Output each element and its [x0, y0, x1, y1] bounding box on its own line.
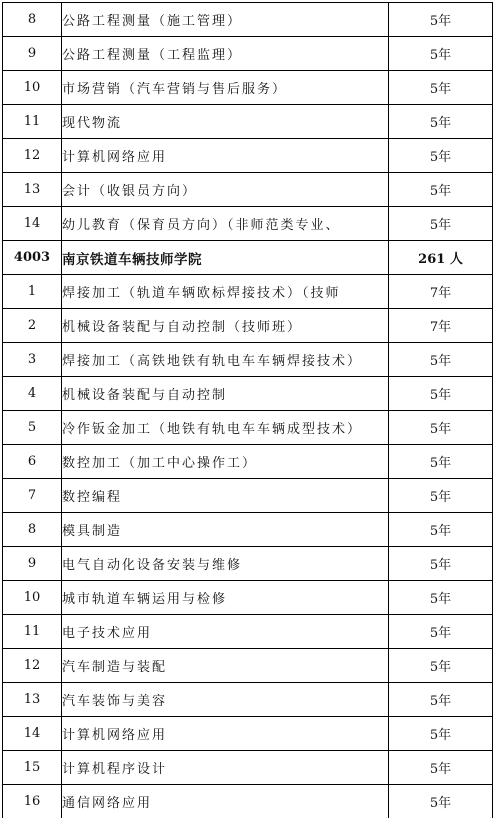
duration-cell: 5年: [389, 343, 493, 377]
major-name-cell: 数控加工（加工中心操作工）: [62, 445, 389, 479]
duration-cell: 5年: [389, 683, 493, 717]
duration-cell: 5年: [389, 71, 493, 105]
major-name-cell: 会计（收银员方向）: [62, 173, 389, 207]
major-name-cell: 汽车制造与装配: [62, 649, 389, 683]
major-name-cell: 幼儿教育（保育员方向）（非师范类专业、: [62, 207, 389, 241]
table-row: [3, 683, 493, 717]
table-row: [3, 377, 493, 411]
table-row: [3, 785, 493, 818]
table-row: [3, 649, 493, 683]
table-row: [3, 581, 493, 615]
row-number-cell: 5: [3, 411, 62, 445]
duration-cell: 5年: [389, 105, 493, 139]
duration-cell: 5年: [389, 377, 493, 411]
major-name-cell: 模具制造: [62, 513, 389, 547]
row-number-cell: 11: [3, 105, 62, 139]
major-name-cell: 焊接加工（轨道车辆欧标焊接技术）（技师: [62, 275, 389, 309]
row-number-cell: 8: [3, 513, 62, 547]
major-name-cell: 电气自动化设备安装与维修: [62, 547, 389, 581]
table-row: [3, 3, 493, 37]
major-name-cell: 城市轨道车辆运用与检修: [62, 581, 389, 615]
table-row: [3, 207, 493, 241]
major-name-cell: 计算机网络应用: [62, 139, 389, 173]
row-number-cell: 2: [3, 309, 62, 343]
duration-cell: 5年: [389, 37, 493, 71]
row-number-cell: 13: [3, 683, 62, 717]
major-name-cell: 机械设备装配与自动控制: [62, 377, 389, 411]
major-name-cell: 公路工程测量（工程监理）: [62, 37, 389, 71]
row-number-cell: 14: [3, 717, 62, 751]
major-name-cell: 电子技术应用: [62, 615, 389, 649]
major-name-cell: 计算机网络应用: [62, 717, 389, 751]
school-header-row: [3, 241, 493, 275]
row-number-cell: 4: [3, 377, 62, 411]
duration-cell: 5年: [389, 615, 493, 649]
table-row: [3, 445, 493, 479]
row-number-cell: 11: [3, 615, 62, 649]
row-number-cell: 8: [3, 3, 62, 37]
row-number-cell: 9: [3, 547, 62, 581]
table-row: [3, 513, 493, 547]
table-row: [3, 411, 493, 445]
table-row: [3, 343, 493, 377]
table-row: [3, 309, 493, 343]
duration-cell: 5年: [389, 173, 493, 207]
major-name-cell: 市场营销（汽车营销与售后服务）: [62, 71, 389, 105]
table-row: [3, 105, 493, 139]
major-name-cell: 计算机程序设计: [62, 751, 389, 785]
duration-cell: 5年: [389, 513, 493, 547]
duration-cell: 5年: [389, 479, 493, 513]
table-row: [3, 479, 493, 513]
row-number-cell: 3: [3, 343, 62, 377]
table-row: [3, 751, 493, 785]
enrollment-table: [2, 2, 493, 818]
table-row: [3, 717, 493, 751]
major-name-cell: 机械设备装配与自动控制（技师班）: [62, 309, 389, 343]
major-name-cell: 数控编程: [62, 479, 389, 513]
table-row: [3, 71, 493, 105]
row-number-cell: 12: [3, 139, 62, 173]
table-row: [3, 139, 493, 173]
major-name-cell: 焊接加工（高铁地铁有轨电车车辆焊接技术）: [62, 343, 389, 377]
major-name-cell: 现代物流: [62, 105, 389, 139]
enrollment-count-cell: 261 人: [389, 241, 493, 275]
table-body: [3, 3, 493, 818]
major-name-cell: 冷作钣金加工（地铁有轨电车车辆成型技术）: [62, 411, 389, 445]
duration-cell: 5年: [389, 581, 493, 615]
row-number-cell: 14: [3, 207, 62, 241]
major-name-cell: 汽车装饰与美容: [62, 683, 389, 717]
row-number-cell: 15: [3, 751, 62, 785]
duration-cell: 5年: [389, 547, 493, 581]
duration-cell: 5年: [389, 139, 493, 173]
row-number-cell: 1: [3, 275, 62, 309]
table-row: [3, 615, 493, 649]
table-row: [3, 275, 493, 309]
row-number-cell: 6: [3, 445, 62, 479]
row-number-cell: 9: [3, 37, 62, 71]
duration-cell: 7年: [389, 275, 493, 309]
table-row: [3, 173, 493, 207]
duration-cell: 5年: [389, 751, 493, 785]
duration-cell: 5年: [389, 785, 493, 818]
duration-cell: 5年: [389, 3, 493, 37]
table-row: [3, 547, 493, 581]
duration-cell: 5年: [389, 649, 493, 683]
school-name-cell: 南京铁道车辆技师学院: [62, 241, 389, 275]
duration-cell: 5年: [389, 445, 493, 479]
row-number-cell: 10: [3, 581, 62, 615]
duration-cell: 7年: [389, 309, 493, 343]
row-number-cell: 7: [3, 479, 62, 513]
school-code-cell: 4003: [3, 241, 62, 275]
table-row: [3, 37, 493, 71]
major-name-cell: 公路工程测量（施工管理）: [62, 3, 389, 37]
row-number-cell: 16: [3, 785, 62, 818]
row-number-cell: 10: [3, 71, 62, 105]
duration-cell: 5年: [389, 717, 493, 751]
duration-cell: 5年: [389, 207, 493, 241]
duration-cell: 5年: [389, 411, 493, 445]
row-number-cell: 12: [3, 649, 62, 683]
row-number-cell: 13: [3, 173, 62, 207]
major-name-cell: 通信网络应用: [62, 785, 389, 818]
